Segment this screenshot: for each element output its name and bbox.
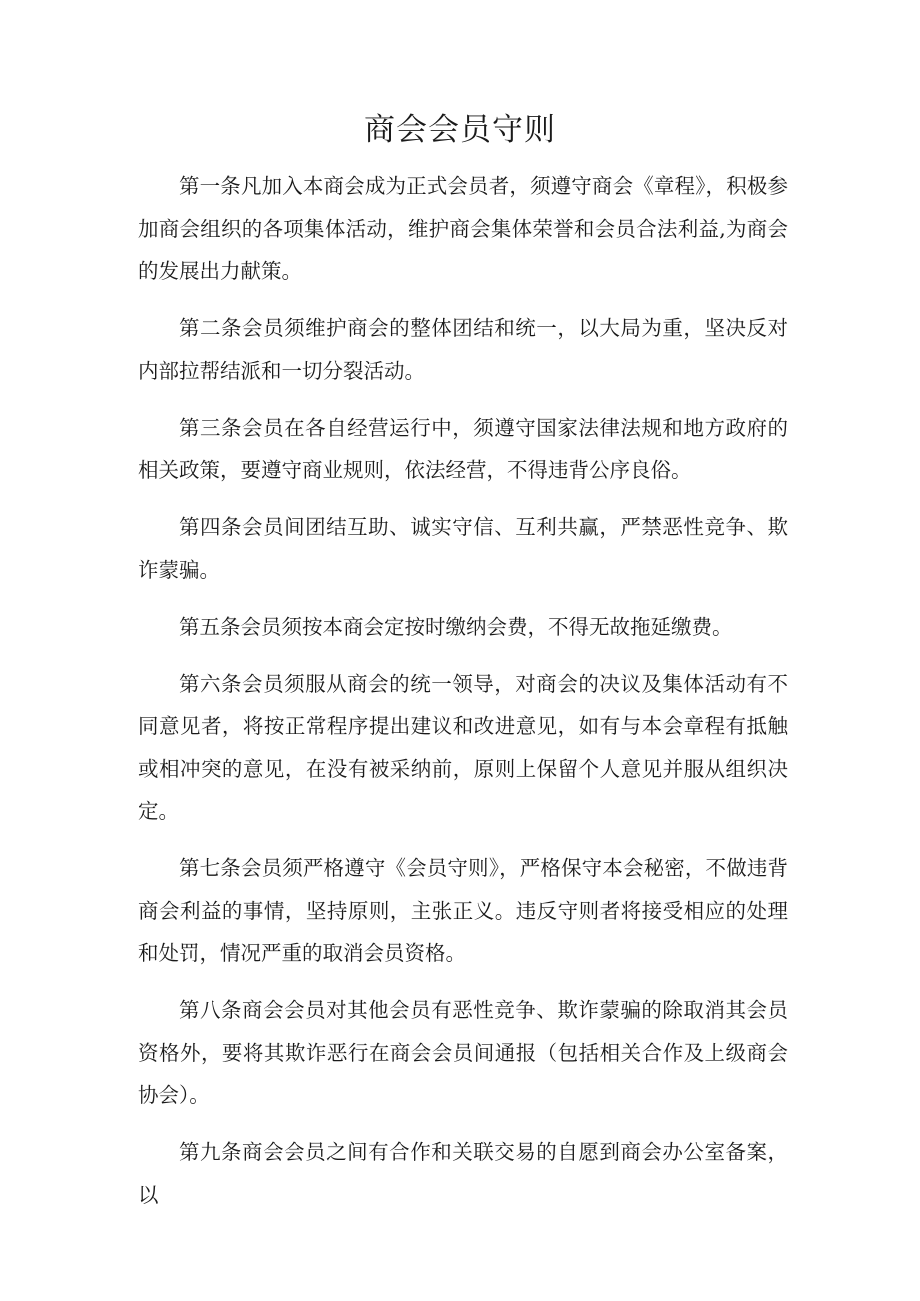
article-4: 第四条会员间团结互助、诚实守信、互利共赢，严禁恶性竞争、欺诈蒙骗。 xyxy=(138,515,788,582)
document-body xyxy=(138,165,788,1231)
article-1: 第一条凡加入本商会成为正式会员者，须遵守商会《章程》，积极参加商会组织的各项集体活动，维护商会集体荣誉和会员合法利益,为商会的发展出力献策。 xyxy=(138,174,788,283)
article-6: 第六条会员须服从商会的统一领导，对商会的决议及集体活动有不同意见者，将按正常程序提出建议和改进意见，如有与本会章程有抵触或相冲突的意见，在没有被采纳前，原则上保留个人意见并服从组织决定。 xyxy=(138,671,788,823)
document-title: 商会会员守则 xyxy=(364,112,556,148)
article-3: 第三条会员在各自经营运行中，须遵守国家法律法规和地方政府的相关政策，要遵守商业规则，依法经营，不得违背公序良俗。 xyxy=(138,415,788,482)
article-9: 第九条商会会员之间有合作和关联交易的自愿到商会办公室备案，以 xyxy=(138,1140,788,1207)
article-8: 第八条商会会员对其他会员有恶性竞争、欺诈蒙骗的除取消其会员资格外，要将其欺诈恶行在商会会员间通报（包括相关合作及上级商会协会）。 xyxy=(138,998,788,1107)
article-7: 第七条会员须严格遵守《会员守则》，严格保守本会秘密，不做违背商会利益的事情，坚持原则，主张正义。违反守则者将接受相应的处理和处罚，情况严重的取消会员资格。 xyxy=(138,856,788,965)
article-5: 第五条会员须按本商会定按时缴纳会费，不得无故拖延缴费。 xyxy=(179,614,733,639)
article-2: 第二条会员须维护商会的整体团结和统一，以大局为重，坚决反对内部拉帮结派和一切分裂活动。 xyxy=(138,316,788,383)
